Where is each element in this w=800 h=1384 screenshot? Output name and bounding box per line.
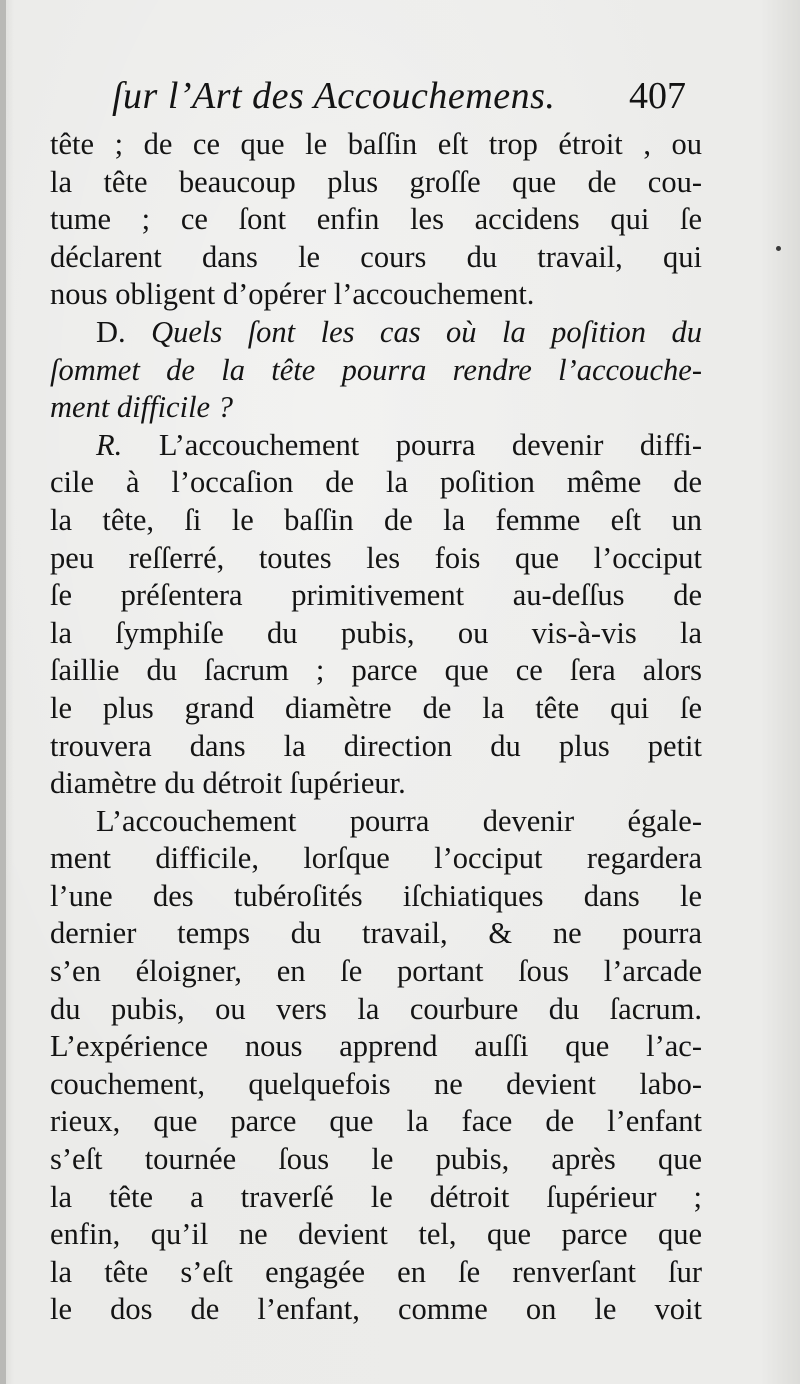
text-line: peu reſſerré, toutes les fois que l’occiput [50, 540, 702, 575]
text-line: la tête a traverſé le détroit ſupérieur ; [50, 1179, 702, 1214]
text-line: cile à l’occaſion de la poſition même de [50, 465, 702, 500]
text-line: L’expérience nous apprend auſſi que l’ac- [50, 1029, 702, 1064]
page-edge-shadow [0, 0, 6, 1384]
text-line: dernier temps du travail, & ne pourra [50, 916, 702, 951]
text-line: du pubis, ou vers la courbure du ſacrum. [50, 991, 702, 1026]
body-text [50, 126, 702, 1329]
text-line: tume ; ce ſont enfin les accidens qui ſe [50, 202, 702, 237]
text-line: le dos de l’enfant, comme on le voit [50, 1292, 702, 1327]
answer-line [50, 427, 702, 465]
question-line [50, 314, 702, 352]
text-line: déclarent dans le cours du travail, qui [50, 239, 702, 274]
running-title: ſur l’Art des Accouchemens. [112, 75, 556, 117]
question-prefix: D. [96, 314, 126, 349]
text-line: tête ; de ce que le baſſin eſt trop étroit , ou [50, 127, 702, 161]
text-line: nous obligent d’opérer l’accouchement. [50, 277, 535, 312]
text-line: L’accouchement pourra devenir égale- [96, 803, 702, 838]
text-line: ment difficile, lorſque l’occiput regardera [50, 841, 702, 876]
text-line: enfin, qu’il ne devient tel, que parce que [50, 1217, 702, 1252]
text-line: la tête beaucoup plus groſſe que de cou- [50, 164, 702, 199]
text-line: ſaillie du ſacrum ; parce que ce ſera alors [50, 653, 702, 688]
text-line: s’eſt tournée ſous le pubis, après que [50, 1142, 702, 1177]
answer-prefix: R. [96, 427, 123, 462]
text-line: diamètre du détroit ſupérieur. [50, 766, 406, 801]
text-line: couchement, quelquefois ne devient labo- [50, 1066, 702, 1101]
text-line: la tête s’eſt engagée en ſe renverſant ſur [50, 1254, 702, 1289]
answer-text: L’accouchement pourra devenir diffi- [158, 427, 703, 462]
text-line: la ſymphiſe du pubis, ou vis-à-vis la [50, 615, 702, 650]
text-line: rieux, que parce que la face de l’enfant [50, 1104, 702, 1139]
text-line: la tête, ſi le baſſin de la femme eſt un [50, 502, 702, 537]
page-header [100, 72, 700, 122]
text-line: ſe préſentera primitivement au-deſſus de [50, 578, 702, 613]
ink-speck [776, 246, 781, 251]
text-line: le plus grand diamètre de la tête qui ſe [50, 690, 702, 725]
text-line: s’en éloigner, en ſe portant ſous l’arcade [50, 954, 702, 989]
text-line: trouvera dans la direction du plus petit [50, 728, 702, 763]
page-number: 407 [629, 75, 686, 117]
question-line: ſommet de la tête pourra rendre l’accouche- [50, 352, 702, 387]
text-line: l’une des tubéroſités iſchiatiques dans le [50, 878, 702, 913]
question-line: ment difficile ? [50, 390, 233, 425]
question-text: Quels ſont les cas où la poſition du [151, 314, 703, 349]
